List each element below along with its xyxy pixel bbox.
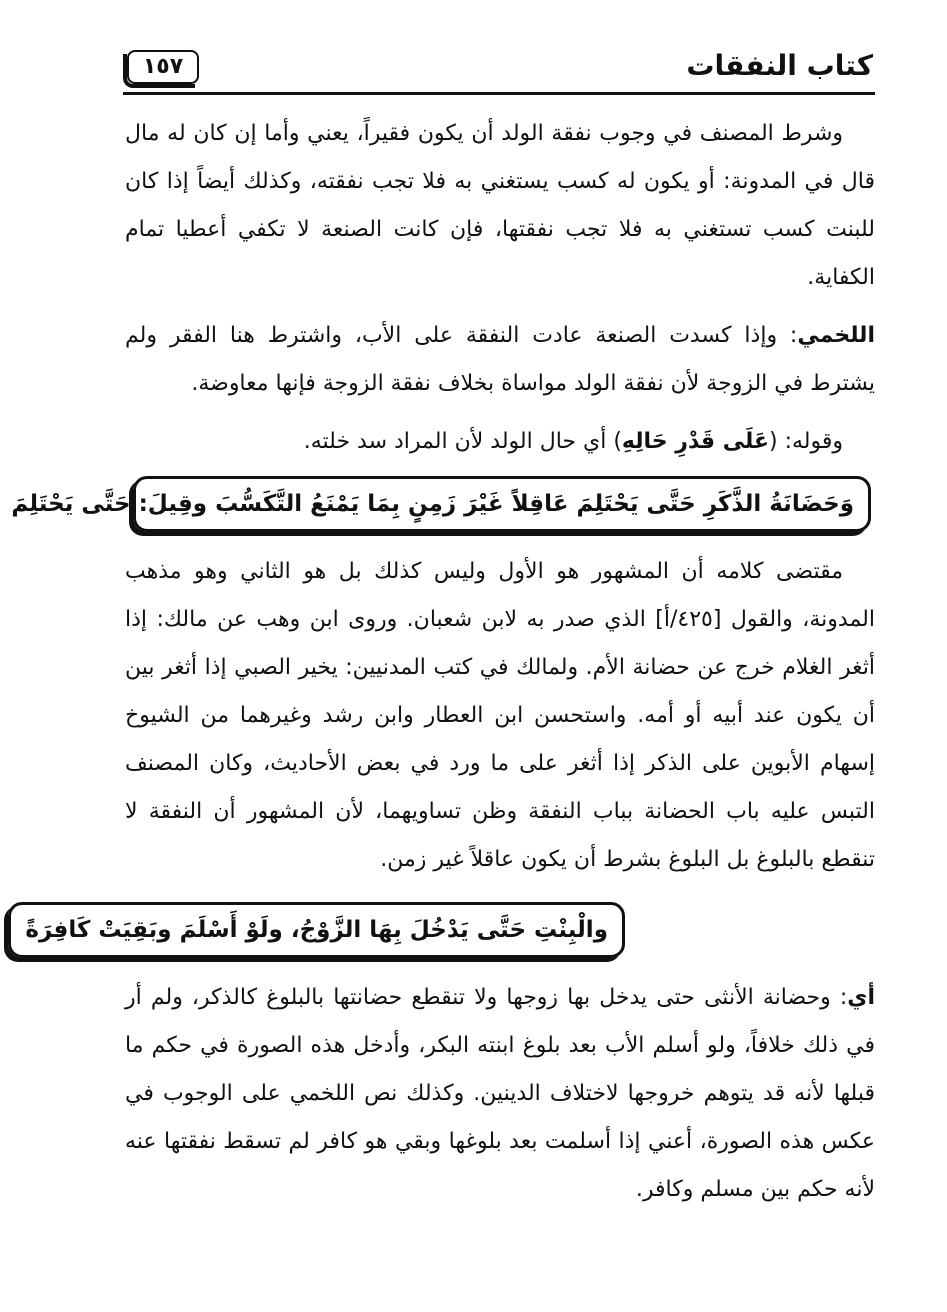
paragraph-lead: أي: [847, 985, 875, 1010]
paragraph-quote: [125, 418, 875, 466]
paragraph-commentary: مقتضى كلامه أن المشهور هو الأول وليس كذلك بل هو الثاني وهو مذهب المدونة، والقول [٤٢٥/أ] الذي صدر به لابن شعبان. وروى ابن وهب عن مالك: إذا أثغر الغلام خرج عن حضانة الأم. ولمالك في كتب المدنيين: يخير الصبي إذا أثغر بين أن يكون عند أبيه أو أمه. واستحسن ابن العطار وابن رشد وغيرهما من الشيوخ إسهام الأبوين على الذكر إذا أثغر على ما ورد في بعض الأحاديث، وكان المصنف التبس عليه باب الحضانة بباب النفقة وظن تساويهما، لأن المشهور أن النفقة لا تنقطع بالبلوغ بل البلوغ بشرط أن يكون عاقلاً غير زمن.: [125, 559, 875, 872]
page-header: [123, 40, 875, 96]
page-number: ١٥٧: [127, 50, 199, 84]
page-body: [11, 110, 875, 1224]
book-page: [11, 0, 947, 1312]
paragraph-pre: وقوله: (: [769, 429, 843, 454]
matn-box-girl-custody: والْبِنْتِ حَتَّى يَدْخُلَ بِهَا الزَّوْجُ، ولَوْ أَسْلَمَ وبَقِيَتْ كَافِرَةً: [8, 902, 625, 958]
paragraph-lead: اللخمي: [797, 323, 875, 348]
paragraph-girl: [125, 974, 875, 1214]
matn-row: [25, 894, 875, 974]
quoted-matn: عَلَى قَدْرِ حَالِهِ: [621, 429, 769, 454]
paragraph-text: : وإذا كسدت الصنعة عادت النفقة على الأب، واشترط هنا الفقر ولم يشترط في الزوجة لأن نفقة الولد مواساة بخلاف نفقة الزوجة فإنها معاوضة.: [125, 323, 875, 396]
header-divider: [123, 92, 875, 95]
paragraph-text: : وحضانة الأنثى حتى يدخل بها زوجها ولا تنقطع حضانتها بالبلوغ كالذكر، ولم أر في ذلك خلافاً، ولو أسلم الأب بعد بلوغ ابنته البكر، وأدخل هذه الصورة في حكم ما قبلها لأنه قد يتوهم خروجها لاختلاف الدينين. وكذلك نص اللخمي على الوجوب في عكس هذه الصورة، أعني إذا أسلمت بعد بلوغها وبقي هو كافر لم تسقط نفقتها عنه لأنه حكم بين مسلم وكافر.: [125, 985, 875, 1202]
paragraph-condition: [125, 110, 875, 302]
paragraph-lakhmi: [125, 312, 875, 408]
paragraph-text: وشرط المصنف في وجوب نفقة الولد أن يكون فقيراً، يعني وأما إن كان له مال قال في المدونة: أو يكون له كسب يستغني به فلا تجب نفقته، وكذلك أيضاً إذا كان للبنت كسب تستغني به فلا تجب نفقتها، فإن كانت الصنعة لا تكفي أعطيا تمام الكفاية.: [125, 121, 875, 290]
paragraph-post: ) أي حال الولد لأن المراد سد خلته.: [303, 429, 622, 454]
chapter-title: كتاب النفقات: [686, 49, 873, 82]
matn-box-boy-custody: وَحَضَانَةُ الذَّكَرِ حَتَّى يَحْتَلِمَ عَاقِلاً غَيْرَ زَمِنٍ بِمَا يَمْنَعُ التَّكَسُّبَ وقِيلَ: حَتَّى يَحْتَلِمَ: [133, 476, 871, 532]
